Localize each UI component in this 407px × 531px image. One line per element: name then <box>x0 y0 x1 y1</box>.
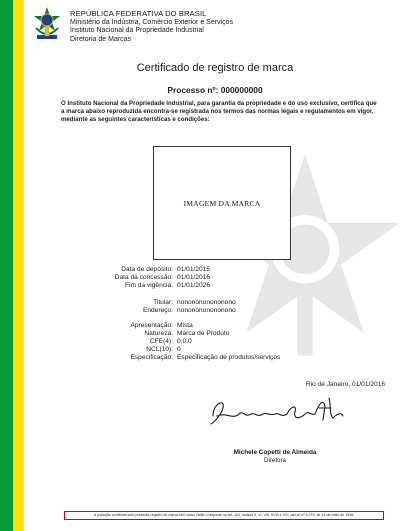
green-stripe <box>0 0 13 531</box>
field-value: 0 <box>177 345 181 353</box>
field-label: NCL(10): <box>146 345 173 353</box>
field-row <box>23 354 407 362</box>
field-row <box>23 322 407 330</box>
field-row <box>23 266 407 274</box>
field-row <box>23 274 407 282</box>
signer-name: Michele Copetti de Almeida <box>233 449 317 456</box>
field-value: Marca de Produto <box>177 329 230 337</box>
trademark-image-placeholder: IMAGEM DA MARCA <box>183 198 261 208</box>
header <box>70 10 400 44</box>
place-and-date: Rio de Janeiro, 01/01/2016 <box>305 381 385 388</box>
legal-note: A proteção conferida pelo presente registro de marca tem como limite o disposto no art. 124, incisos II, VI, VIII, XVIII e XXI, da Lei nº 9.279, de 14 de maio de 1996. <box>64 511 384 520</box>
field-label: Data de depósito: <box>121 266 173 273</box>
yellow-stripe <box>13 0 23 531</box>
field-row <box>23 330 407 338</box>
field-row <box>23 338 407 346</box>
field-value: Mista <box>177 322 193 329</box>
field-row <box>23 282 407 290</box>
owner-section <box>23 299 407 315</box>
field-label: Fim da vigência: <box>124 281 173 289</box>
header-directorate: Diretoria de Marcas <box>70 35 132 43</box>
field-label: Data da concessão: <box>114 273 173 281</box>
process-number: Processo nº: 000000000 <box>167 85 263 95</box>
signature <box>195 394 355 428</box>
details-section <box>23 322 407 361</box>
dates-section <box>23 266 407 290</box>
field-value: Especificação de produtos/serviços <box>177 353 281 361</box>
field-value: nononononononono <box>177 299 236 306</box>
field-label: Especificação: <box>130 353 173 361</box>
intro-paragraph: O Instituto Nacional da Propriedade Industrial, para garantia da propriedade e do uso exclusivo, certifica que a marca abaixo reproduzida encontra-se registrada nos termos das normas legais e regulamentos em vigor, mediante as seguintes características e condições: <box>61 100 377 124</box>
field-value: 0.0.0 <box>177 337 192 345</box>
field-label: Titular: <box>153 299 173 306</box>
field-label: Endereço: <box>142 306 173 314</box>
field-label: Apresentação: <box>130 322 173 329</box>
header-republic: REPÚBLICA FEDERATIVA DO BRASIL <box>70 9 207 18</box>
field-row <box>23 346 407 354</box>
field-row <box>23 299 407 307</box>
document-title: Certificado de registro de marca <box>136 62 294 74</box>
field-value: 01/01/2026 <box>177 281 211 289</box>
field-value: 01/01/2016 <box>177 273 211 281</box>
header-ministry: Ministério da Indústria, Comércio Exterior e Serviços <box>70 18 234 26</box>
field-row <box>23 307 407 315</box>
header-institute: Instituto Nacional da Propriedade Industrial <box>70 27 204 34</box>
signer-block <box>175 449 375 465</box>
field-value: 01/01/2015 <box>177 266 211 273</box>
field-value: nononononononono <box>177 306 236 314</box>
coat-of-arms-icon <box>33 6 61 42</box>
trademark-image-box <box>153 146 291 260</box>
field-label: Natureza: <box>144 329 173 337</box>
field-label: CFE(4): <box>149 337 173 345</box>
signer-role: Diretora <box>263 457 286 464</box>
